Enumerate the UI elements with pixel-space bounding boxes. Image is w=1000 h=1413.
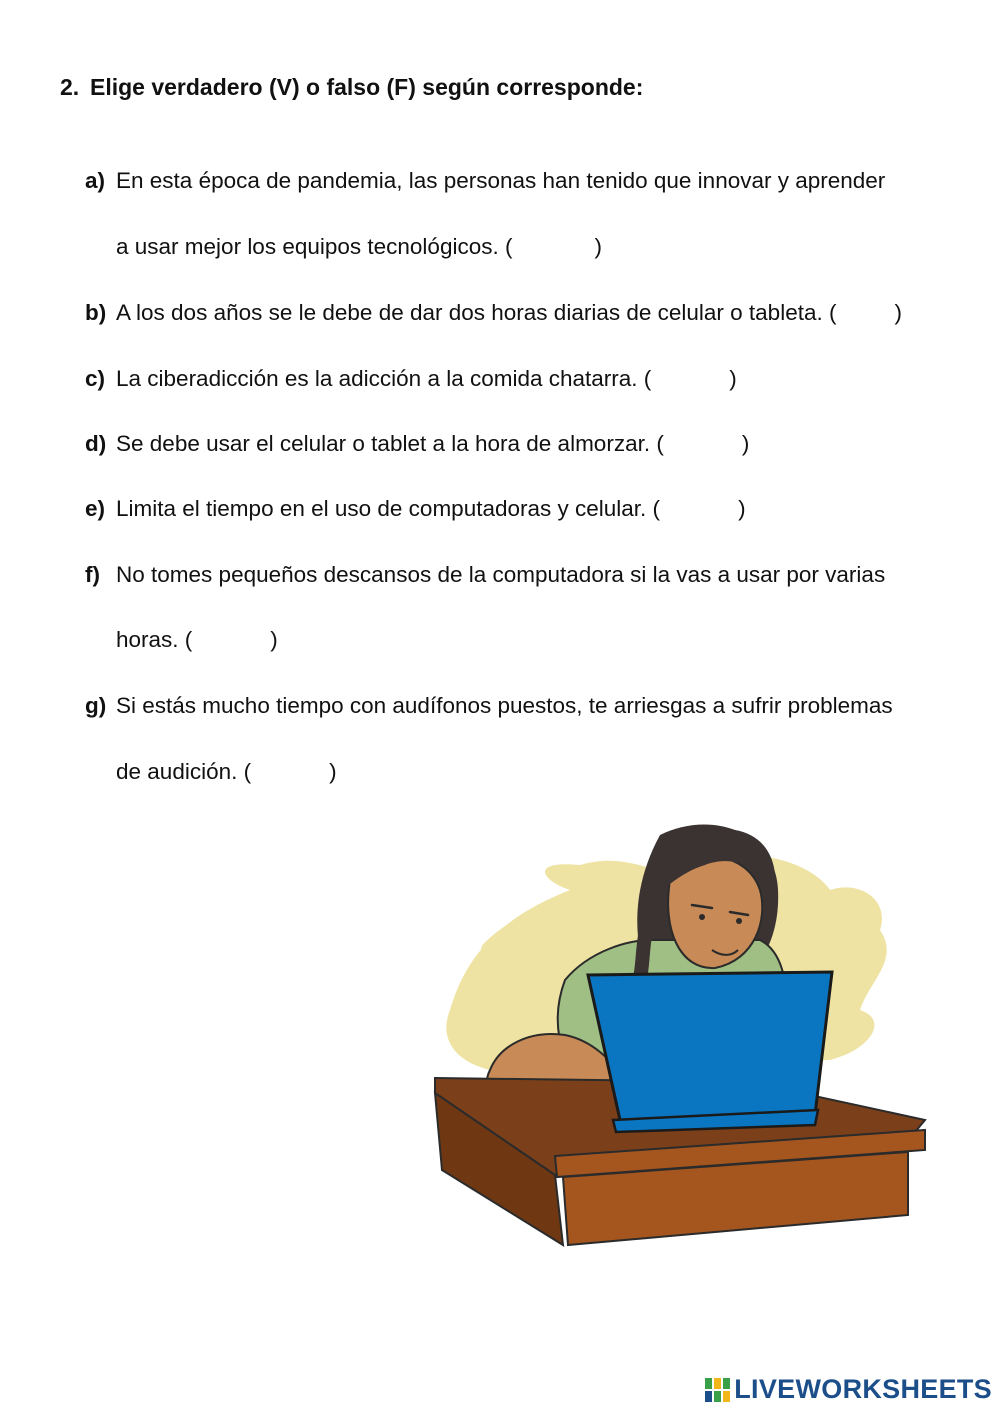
item-label: e) (85, 496, 106, 521)
item-label: g) (85, 693, 107, 718)
item-text: A los dos años se le debe de dar dos horas diarias de celular o tableta. ( (116, 300, 837, 325)
closing-paren: ) (741, 431, 750, 456)
item-g-continuation (91, 733, 337, 811)
question-number: 2. (60, 74, 80, 100)
closing-paren: ) (894, 300, 902, 325)
item-text: de audición. ( (116, 759, 252, 784)
brand-logo[interactable] (705, 1374, 992, 1405)
item-text: Si estás mucho tiempo con audífonos puestos, te arriesgas a sufrir problemas (116, 693, 893, 718)
liveworksheets-icon (705, 1378, 731, 1402)
item-label: c) (85, 366, 106, 391)
item-text: Se debe usar el celular o tablet a la hora de almorzar. ( (116, 431, 664, 456)
item-label: d) (85, 431, 107, 456)
item-label: f) (85, 562, 101, 587)
item-text: La ciberadicción es la adicción a la comida chatarra. ( (116, 366, 652, 391)
item-label: b) (85, 300, 107, 325)
item-text: No tomes pequeños descansos de la computadora si la vas a usar por varias (116, 562, 886, 587)
closing-paren: ) (270, 627, 278, 652)
question-text: Elige verdadero (V) o falso (F) según corresponde: (90, 74, 644, 100)
laptop-screen (588, 972, 832, 1120)
brand-text: LIVEWORKSHEETS (734, 1374, 992, 1404)
closing-paren: ) (594, 234, 602, 259)
question-title (60, 74, 643, 101)
closing-paren: ) (729, 366, 737, 391)
closing-paren: ) (738, 496, 746, 521)
girl-at-laptop-illustration (430, 820, 930, 1255)
item-label: a) (85, 168, 106, 193)
closing-paren: ) (329, 759, 337, 784)
item-text: horas. ( (116, 627, 193, 652)
item-text: a usar mejor los equipos tecnológicos. ( (116, 234, 513, 259)
item-text: En esta época de pandemia, las personas han tenido que innovar y aprender (116, 168, 886, 193)
item-text: Limita el tiempo en el uso de computadoras y celular. ( (116, 496, 661, 521)
